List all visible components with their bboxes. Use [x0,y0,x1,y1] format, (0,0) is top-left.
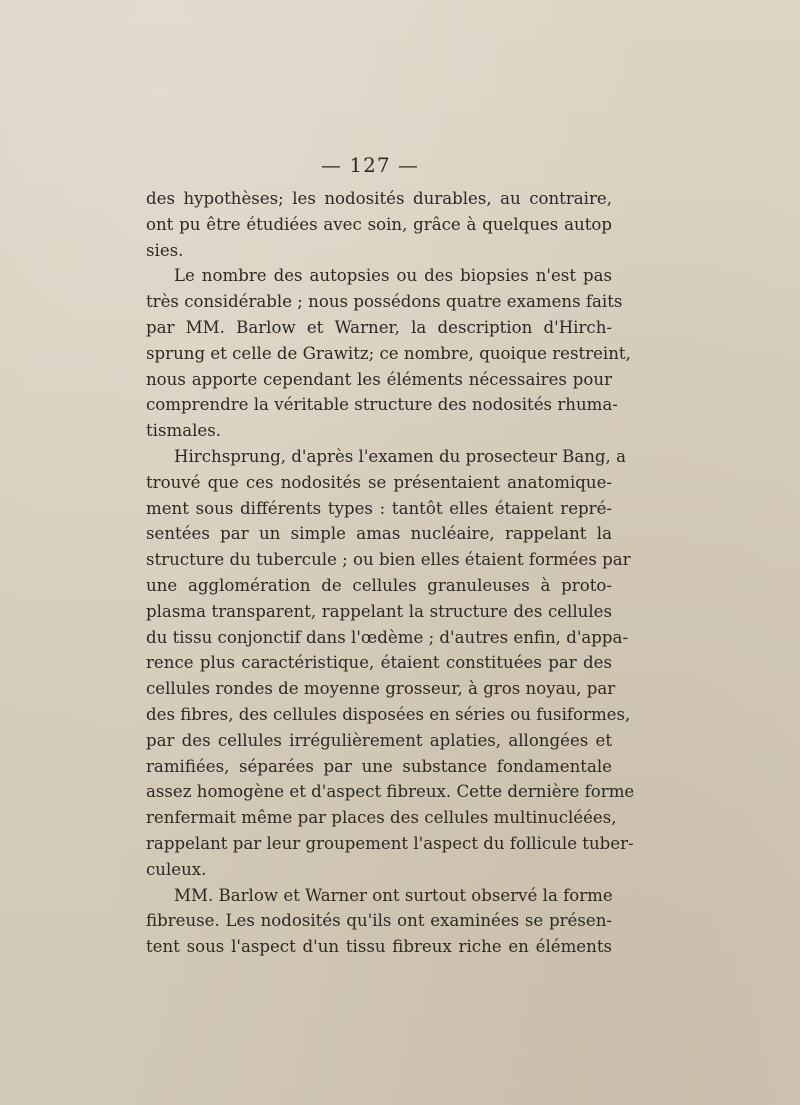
page-number: — 127 — [321,153,419,177]
text-line: trouvé que ces nodosités se présentaient anatomique- [146,472,612,492]
text-line: rence plus caractéristique, étaient constituées par des [146,653,612,673]
body-text [146,186,635,960]
text-line: sentées par un simple amas nucléaire, rappelant la [146,524,612,544]
text-line: tismales. [146,421,222,441]
text-line: rappelant par leur groupement l'aspect du follicule tuber- [146,833,634,853]
text-line: structure du tubercule ; ou bien elles étaient formées par [146,550,631,570]
text-line: très considérable ; nous possédons quatre examens faits [146,292,623,312]
text-line: Hirchsprung, d'après l'examen du prosecteur Bang, a [174,446,626,466]
text-line: sies. [146,240,184,260]
text-line: plasma transparent, rappelant la structure des cellules [146,601,612,621]
text-line: MM. Barlow et Warner ont surtout observé la forme [174,885,613,905]
text-line: ramifiées, séparées par une substance fondamentale [146,756,612,776]
text-line: comprendre la véritable structure des nodosités rhuma- [146,395,618,415]
text-line: une agglomération de cellules granuleuses à proto- [146,575,612,595]
text-line: par des cellules irrégulièrement aplaties, allongées et [146,730,612,750]
text-line: par MM. Barlow et Warner, la description d'Hirch- [146,317,612,337]
text-line: cellules rondes de moyenne grosseur, à gros noyau, par [146,679,616,699]
text-line: sprung et celle de Grawitz; ce nombre, quoique restreint, [146,343,631,363]
text-line: Le nombre des autopsies ou des biopsies n'est pas [174,266,612,286]
text-line: des hypothèses; les nodosités durables, au contraire, [146,189,612,208]
text-line: des fibres, des cellules disposées en séries ou fusiformes, [146,704,631,724]
text-line: assez homogène et d'aspect fibreux. Cette dernière forme [146,782,635,802]
text-line: ment sous différents types : tantôt elles étaient repré- [146,498,612,518]
text-line: du tissu conjonctif dans l'œdème ; d'autres enfin, d'appa- [146,627,629,647]
text-line: ont pu être étudiées avec soin, grâce à quelques autop [146,214,612,234]
text-line: culeux. [146,859,207,879]
text-line: nous apporte cependant les éléments nécessaires pour [146,369,612,389]
text-line: tent sous l'aspect d'un tissu fibreux riche en éléments [146,937,612,957]
text-line: renfermait même par places des cellules multinucléées, [146,808,617,828]
text-line: fibreuse. Les nodosités qu'ils ont examinées se présen- [146,911,612,931]
